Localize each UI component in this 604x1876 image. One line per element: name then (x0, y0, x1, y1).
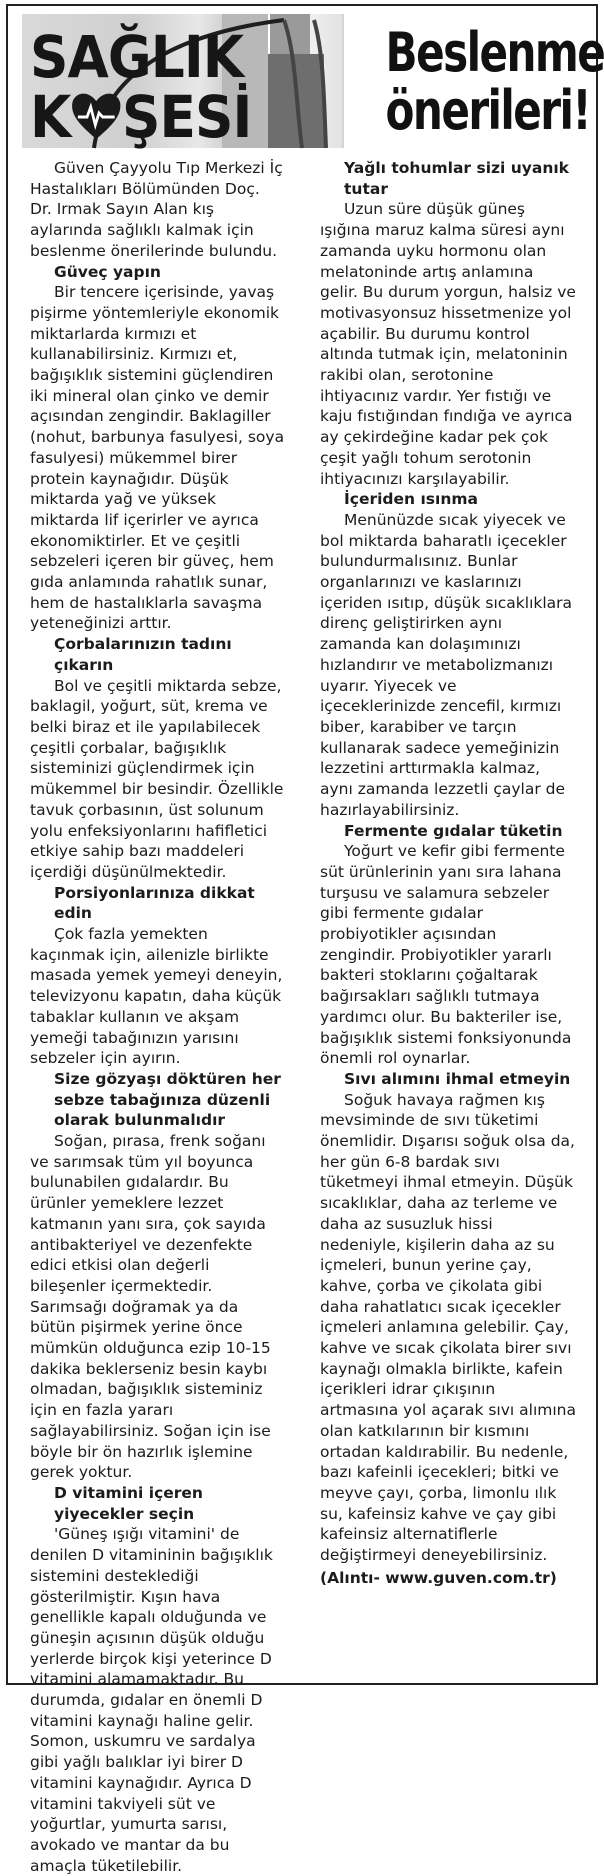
section-body-porsiyon: Çok fazla yemekten kaçınmak için, ailenizle birlikte masada yemek yemeyi deneyin, televizyonu kapatın, daha küçük tabaklar kullanın ve akşam yemeği tabağınızın yarısını sebzeler için ayırın. (30, 925, 283, 1068)
article-body (30, 158, 582, 1875)
section-heading-fermente: Fermente gıdalar tüketin (344, 821, 563, 840)
column-header (8, 6, 604, 158)
headline-line-2: önerileri! (385, 79, 591, 142)
logo-word-kosesi-suffix: ŞESİ (121, 83, 252, 151)
intro-paragraph: Güven Çayyolu Tıp Merkezi İç Hastalıkları Bölümünden Doç. Dr. Irmak Sayın Alan kış aylarında sağlıklı kalmak için beslenme önerilerinde bulundu. (30, 159, 283, 260)
section-heading-isinma: İçeriden ısınma (344, 490, 478, 509)
section-body-corbalar: Bol ve çeşitli miktarda sebze, baklagil, yoğurt, süt, krema ve belki biraz et ile yapılabilecek çeşitli çorbalar, bağışıklık sisteminizi güçlendirmek için mükemmel bir besindir. Özellikle tavuk çorbasının, üst solunum yolu enfeksiyonlarını hafifletici etkiye sahip bazı maddeleri içerdiği düşünülmektedir. (30, 676, 284, 881)
section-body-yagli-tohum: Uzun süre düşük güneş ışığına maruz kalma süresi aynı zamanda uyku hormonu olan melatoninde artış anlamına gelir. Bu durum yorgun, halsiz ve motivasyonsuz hissetmenize yol açabilir. Bu durumu kontrol altında tutmak için, melatoninin rakibi olan, serotonine ihtiyacınız vardır. Yer fıstığı ve kaju fıstığından fındığa ve ayrıca ay çekirdeğine kadar pek çok çeşit yağlı tohum serotonin ihtiyacınızı karşılayabilir. (320, 200, 576, 488)
section-body-isinma: Menünüzde sıcak yiyecek ve bol miktarda baharatlı içecekler bulundurmalısınız. Bunlar organlarınızı ve kaslarınızı içeriden ısıtıp, düşük sıcaklıklara direnç geliştirirken aynı zamanda kan dolaşımınızı hızlandırır ve metabolizmanızı uyarır. Yiyecek ve içeceklerinizde zencefil, kırmızı biber, karabiber ve tarçın kullanarak sadece yemeğinizin lezzetini arttırmakla kalmaz, aynı zamanda lezzetli çaylar de hazırlayabilirsiniz. (320, 510, 573, 819)
headline-line-1: Beslenme (385, 21, 604, 84)
saglik-kosesi-logo (22, 14, 344, 151)
section-body-d-vitamini: 'Güneş ışığı vitamini' de denilen D vitamininin bağışıklık sistemini desteklediği gösterilmiştir. Kışın hava genellikle kapalı olduğunda ve güneşin açısının düşük olduğu yerlerde birçok kişi yeterince D vitamini alamamaktadır. Bu durumda, gıdalar en önemli D vitamini kaynağı haline gelir. Somon, uskumru ve sardalya gibi yağlı balıklar iyi birer D vitamini kaynağıdır. Ayrıca D vitamini takviyeli süt ve yoğurtlar, yumurta sarısı, avokado ve mantar da bu amaçla tüketilebilir. (30, 1525, 273, 1875)
section-body-gozyasi: Soğan, pırasa, frenk soğanı ve sarımsak tüm yıl boyunca bulunabilen gıdalardır. Bu ürünler yemeklere lezzet katmanın yanı sıra, çok sayıda antibakteriyel ve dezenfekte edici etkisi olan değerli bileşenler içermektedir. Sarımsağı doğramak ya da bütün pişirmek yerine önce mümkün olduğunca ezip 10-15 dakika beklerseniz besin kaybı olmadan, bağışıklık sisteminiz için en fazla yararı sağlayabilirsiniz. Soğan için ise böyle bir ön hazırlık işlemine gerek yoktur. (30, 1132, 271, 1482)
logo-word-saglik: SAĞLIK (30, 23, 244, 91)
section-heading-yagli-tohum: Yağlı tohumlar sizi uyanık tutar (344, 159, 569, 198)
section-body-sivi: Soğuk havaya rağmen kış mevsiminde de sıvı tüketimi önemlidir. Dışarısı soğuk olsa da, her gün 6-8 bardak sıvı tüketmeyi ihmal etmeyin. Düşük sıcaklıklar, daha az terleme ve daha az susuzluk hissi nedeniyle, kişilerin daha az su içmeleri, bunun yerine çay, kahve, çorba ve çikolata gibi daha rahatlatıcı sıcak içecekler içmeleri anlamına gelebilir. Çay, kahve ve sıcak çikolata birer sıvı kaynağı olmakla birlikte, kafein içerikleri idrar çıkışının artmasına yol açarak sıvı alımına olan katkılarının bir kısmını ortadan kaldırabilir. Bu nedenle, bazı kafeinli içecekleri; bitki ve meyve çayı, çorba, limonlu ılık su, kafeinsiz kahve ve çay gibi kafeinsiz alternatiflerle değiştirmeyi deneyebilirsiniz. (320, 1090, 576, 1565)
section-heading-guvec: Güveç yapın (54, 262, 161, 281)
logo-word-kosesi-prefix: K (30, 83, 71, 151)
section-heading-sivi: Sıvı alımını ihmal etmeyin (344, 1069, 571, 1088)
source-credit: (Alıntı- www.guven.com.tr) (320, 1568, 557, 1587)
column-right (320, 158, 576, 1589)
section-body-fermente: Yoğurt ve kefir gibi fermente süt ürünlerinin yanı sıra lahana turşusu ve salamura sebzeler gibi fermente gıdalar probiyotikler açısından zengindir. Probiyotikler yararlı bakteri stoklarını çoğaltarak bağırsakları sağlıklı tutmaya yardımcı olur. Bu bakteriler ise, bağışıklık sistemi fonksiyonunda önemli rol oynarlar. (320, 842, 572, 1068)
section-body-guvec: Bir tencere içerisinde, yavaş pişirme yöntemleriyle ekonomik miktarlarda kırmızı et kullanabilirsiniz. Kırmızı et, bağışıklık sistemini güçlendiren iki mineral olan çinko ve demir açısından zengindir. Baklagiller (nohut, barbunya fasulyesi, soya fasulyesi) mükemmel birer protein kaynağıdır. Düşük miktarda yağ ve yüksek miktarda lif içerirler ve ayrıca ekonomiktirler. Et ve çeşitli sebzeleri içeren bir güveç, hem gıda anlamında rahatlık sunar, hem de hastalıklarla savaşma yeteneğinizi arttır. (30, 283, 285, 633)
logo-word-kosesi (30, 83, 252, 151)
column-left (30, 158, 286, 1876)
headline (385, 21, 604, 142)
heart-icon (70, 91, 122, 141)
newspaper-clipping (6, 4, 604, 1875)
section-heading-d-vitamini: D vitamini içeren yiyecekler seçin (54, 1484, 203, 1523)
section-heading-gozyasi: Size gözyaşı döktüren her sebze tabağınıza düzenli olarak bulunmalıdır (54, 1069, 281, 1130)
section-heading-corbalar: Çorbalarınızın tadını çıkarın (54, 635, 232, 674)
section-heading-porsiyon: Porsiyonlarınıza dikkat edin (54, 883, 255, 923)
